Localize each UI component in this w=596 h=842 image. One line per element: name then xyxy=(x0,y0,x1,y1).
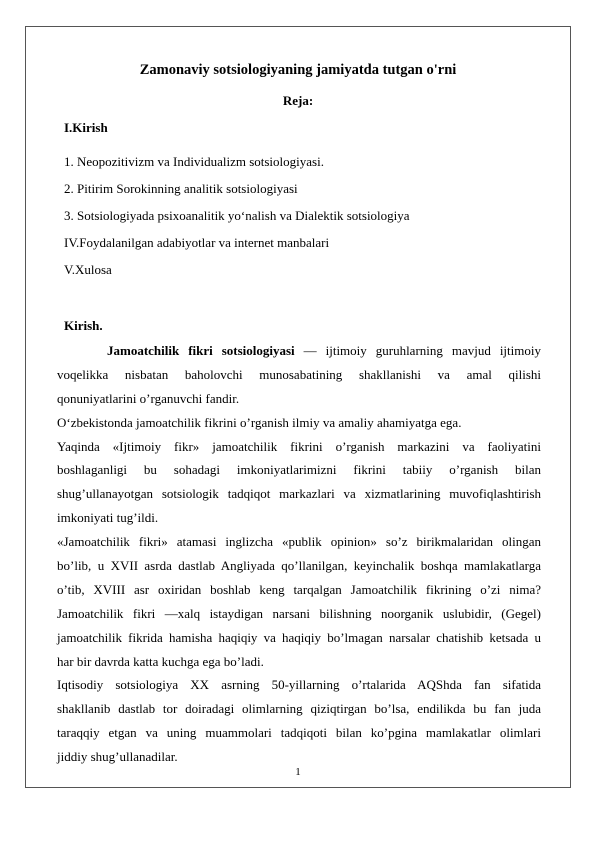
section-heading: Kirish. xyxy=(64,318,103,333)
text-line: «Jamoatchilik fikri» atamasi inglizcha «publik opinion» so’z birikmalaridan olingan xyxy=(57,534,541,550)
text-line: o’tib, XVIII asr oxiridan boshlab keng tarqalgan Jamoatchilik fikrining o’zi nima? xyxy=(57,581,541,597)
plan-item: 2. Pitirim Sorokinning analitik sotsiologiyasi xyxy=(64,181,298,196)
text-line: Yaqinda «Ijtimoiy fikr» jamoatchilik fikrini o’rganish markazini va faoliyatini xyxy=(57,438,541,454)
text-line: har bir davrda katta kuchga ega bo’ladi. xyxy=(57,653,264,669)
text-line: jiddiy shug’ullanadilar. xyxy=(57,749,178,765)
text-line: shug’ullanayotgan sotsiologik tadqiqot markazlari va xizmatlarining muvofiqlashtirish xyxy=(57,486,541,502)
text-line: Jamoatchilik fikri —xalq istaydigan narsani bilishning noorganik uslubidir, (Gegel) xyxy=(57,605,541,621)
text-line: jamoatchilik fikrida hamisha haqiqiy va haqiqiy bo’lmagan narsalar chatishib ketsada u xyxy=(57,629,541,645)
plan-item: 1. Neopozitivizm va Individualizm sotsiologiyasi. xyxy=(64,154,324,169)
plan-item: IV.Foydalanilgan adabiyotlar va internet manbalari xyxy=(64,235,330,250)
text-line: boshlaganligi bu sohadagi imkoniyatlarimizni fikrini tabiiy o’rganish bilan xyxy=(57,462,541,478)
text-line: taraqqiy etgan va uning muammolari tadqiqoti bilan ko’pgina mamlakatlar olimlari xyxy=(57,725,541,741)
text-line: Iqtisodiy sotsiologiya XX asrning 50-yillarning o’rtalarida AQShda fan sifatida xyxy=(57,677,541,693)
text-line: imkoniyati tug’ildi. xyxy=(57,510,159,526)
plan-item-intro: I.Kirish xyxy=(64,120,108,135)
page-number: 1 xyxy=(295,766,301,778)
bold-term: Jamoatchilik fikri sotsiologiyasi xyxy=(107,343,295,358)
text-line: voqelikka nisbatan baholovchi munosabatining shakllanishi va amal qilishi xyxy=(57,366,541,382)
plan-item: V.Xulosa xyxy=(64,262,112,277)
body-text xyxy=(57,339,541,769)
paragraph-first-line xyxy=(57,339,541,363)
plan-item: 3. Sotsiologiyada psixoanalitik yo‘nalish va Dialektik sotsiologiya xyxy=(64,208,410,223)
text-run: — ijtimoiy guruhlarning mavjud ijtimoiy xyxy=(294,343,541,358)
text-line: O‘zbekistonda jamoatchilik fikrini o’rganish ilmiy va amaliy ahamiyatga ega. xyxy=(57,414,462,430)
text-line: shakllanib dastlab tor doiradagi olimlarning qiziqtirgan bo’lsa, endilikda bu fan juda xyxy=(57,701,541,717)
plan-heading: Reja: xyxy=(282,93,314,108)
document-title: Zamonaviy sotsiologiyaning jamiyatda tutgan o'rni xyxy=(139,62,457,78)
text-line: qonuniyatlarini o’rganuvchi fandir. xyxy=(57,390,240,406)
text-line: bo’lib, u XVII asrda dastlab Angliyada qo’llanilgan, keyinchalik boshqa mamlakatlarga xyxy=(57,558,541,574)
